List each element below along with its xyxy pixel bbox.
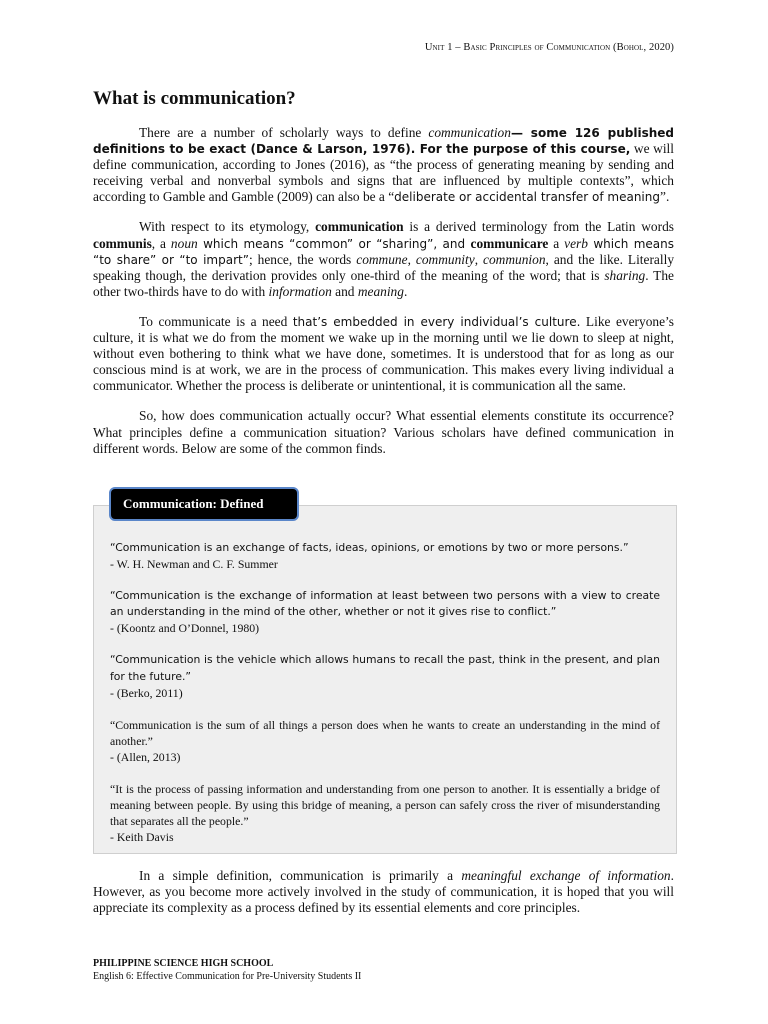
definition-quotes <box>110 540 660 861</box>
quote-text: “Communication is the vehicle which allows humans to recall the past, think in the present, and plan for the future.” <box>110 653 660 683</box>
quote-source: - (Allen, 2013) <box>110 749 181 764</box>
paragraph-questions: So, how does communication actually occur? What essential elements constitute its occurrence? What principles define a communication situation? Various scholars have defined communication in different words. Below are some of the common finds. <box>93 408 674 456</box>
definition-quote <box>110 717 660 765</box>
page-footer <box>93 958 361 983</box>
quote-text: “It is the process of passing information and understanding from one person to another. It is essentially a bridge of meaning between people. By using this bridge of meaning, a person can safely cross the river of misunderstanding that separates all the people.” <box>110 782 660 829</box>
quote-source: - (Berko, 2011) <box>110 685 183 700</box>
quote-text: “Communication is an exchange of facts, ideas, opinions, or emotions by two or more persons.” <box>110 541 629 554</box>
quote-source: - W. H. Newman and C. F. Summer <box>110 557 278 572</box>
paragraph-definition: There are a number of scholarly ways to define communication— some 126 published definitions to be exact (Dance & Larson, 1976). For the purpose of this course, we will define communication, according to Jones (2016), as “the process of generating meaning by sending and receiving verbal and nonverbal symbols and signs that are influenced by multiple contexts”, which according to Gamble and Gamble (2009) can also be a “deliberate or accidental transfer of meaning”. <box>93 125 674 205</box>
definition-quote <box>110 588 660 636</box>
quote-text: “Communication is the exchange of information at least between two persons with a view to create an understanding in the mind of the other, whether or not it gives rise to conflict.” <box>110 589 660 619</box>
definition-quote <box>110 540 660 572</box>
definition-quote <box>110 781 660 845</box>
footer-school: PHILIPPINE SCIENCE HIGH SCHOOL <box>93 958 274 969</box>
paragraph-closing: In a simple definition, communication is primarily a meaningful exchange of information. However, as you become more actively involved in the study of communication, it is hoped that you will appreciate its complexity as a process defined by its essential elements and core principles. <box>93 868 674 916</box>
quote-source: - Keith Davis <box>110 830 174 845</box>
definitions-box-label: Communication: Defined <box>109 487 299 521</box>
body-text <box>93 125 674 471</box>
definition-quote <box>110 652 660 700</box>
paragraph-culture: To communicate is a need that’s embedded in every individual’s culture. Like everyone’s culture, it is what we do from the moment we wake up in the morning until we lie down to sleep at night, without even bothering to think what we have done, sometimes. It is understood that for as long as our conscious mind is at work, we are in the process of communication. This makes every living individual a communicator. Whether the process is deliberate or unintentional, it is communication all the same. <box>93 313 674 394</box>
paragraph-etymology: With respect to its etymology, communication is a derived terminology from the Latin words communis, a noun which means “common” or “sharing”, and communicare a verb which means “to share” or “to impart”; hence, the words commune, community, communion, and the like. Literally speaking though, the derivation provides only one-third of the meaning of the word; that is sharing. The other two-thirds have to do with information and meaning. <box>93 219 675 299</box>
running-header: Unit 1 – Basic Principles of Communication (Bohol, 2020) <box>424 42 674 53</box>
closing-text <box>93 868 674 930</box>
quote-text: “Communication is the sum of all things a person does when he wants to create an understanding in the mind of another.” <box>110 717 660 748</box>
page-title: What is communication? <box>93 88 296 109</box>
footer-course: English 6: Effective Communication for Pre-University Students II <box>93 970 362 982</box>
quote-source: - (Koontz and O’Donnel, 1980) <box>110 621 260 636</box>
